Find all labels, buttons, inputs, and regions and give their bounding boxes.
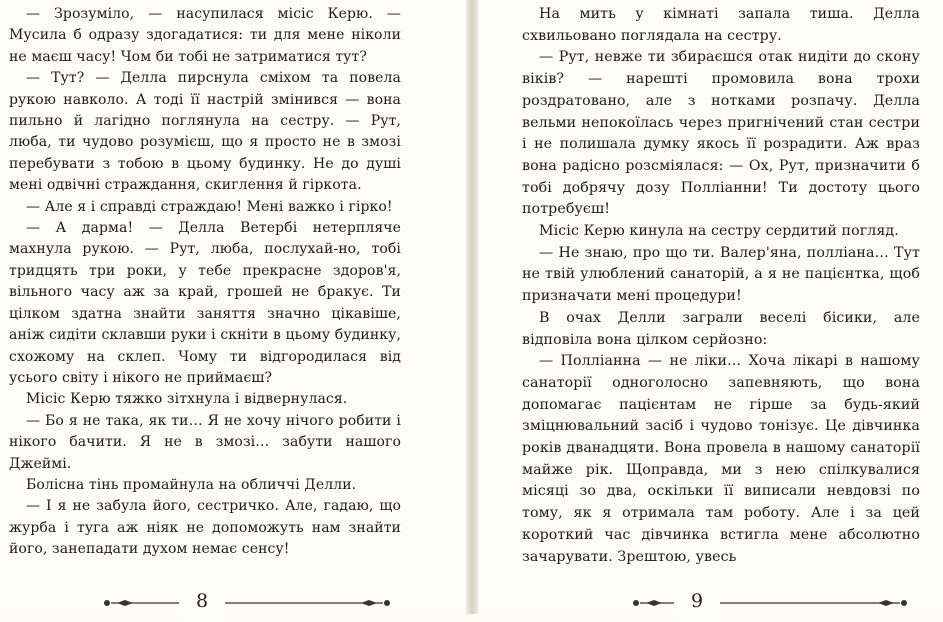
page-number: 9 xyxy=(674,584,720,622)
paragraph: — Не знаю, про що ти. Валер'яна, полліана… Тут не твій улюблений санаторій, а я не пацієнтка, щоб призначати мені процедури! xyxy=(522,244,920,305)
right-page xyxy=(478,0,943,614)
paragraph: Місіс Керю тяжко зітхнула і відвернулася. xyxy=(26,391,348,408)
page-footer xyxy=(97,578,397,618)
paragraph: Болісна тінь промайнула на обличчі Делли. xyxy=(26,476,357,493)
paragraph: — Полліанна — не ліки… Хоча лікарі в нашому санаторії одноголосно запевняють, що вона допомагає пацієнтам не гірше за будь-який зміцнювальний засіб і чудово тонізує. Це дівчинка років дванадцяти. Вона провела в нашому санаторії майже рік. Щоправда, ми з нею спілкувалися місяці зо два, оскільки її виписали невдовзі по тому, як я отримала там роботу. Але і за цей короткий час дівчинка встигла мене абсолютно зачарувати. Зрештою, увесь xyxy=(522,353,920,565)
left-page xyxy=(0,0,466,614)
paragraph: — Тут? — Делла пирснула сміхом та повела рукою навколо. А тоді її настрій змінився — вона пильно й лагідно поглянула на сестру. — Рут, люба, ти чудово розумієш, що я просто не в змозі перебувати з тобою в цьому будинку. Не до душі мені одвічні страждання, скиглення й гіркота. xyxy=(9,70,401,194)
paragraph: — А дарма! — Делла Ветербі нетерпляче махнула рукою. — Рут, люба, послухай-но, тобі тридцять три роки, у тебе прекрасне здоров'я, вільного часу аж за край, грошей не бракує. Ти цілком здатна знайти заняття значно цікавіше, аніж сидіти склавши руки і скніти в цьому будинку, схожому на склеп. Чому ти відгородилася від усього світу і нікого не приймаєш? xyxy=(9,220,401,386)
footer-ornament xyxy=(97,599,397,607)
right-page-text xyxy=(522,4,920,568)
footer-ornament xyxy=(626,599,914,607)
paragraph: — Зрозуміло, — насупилася місіс Керю. — Мусила б одразу здогадатися: ти для мене ніколи не маєш часу! Чом би тобі не затриматися тут? xyxy=(9,6,401,65)
paragraph: — Але я і справді страждаю! Мені важко і гірко! xyxy=(26,198,393,215)
paragraph: — І я не забула його, сестричко. Але, гадаю, що журба і туга аж ніяк не допоможуть нам знайти його, занепадати духом немає сенсу! xyxy=(9,498,401,558)
page-footer xyxy=(626,578,914,618)
paragraph: Місіс Керю кинула на сестру сердитий погляд. xyxy=(539,223,899,240)
ornament-line-icon xyxy=(97,599,397,607)
left-page-text xyxy=(9,4,401,561)
book-gutter xyxy=(466,0,478,614)
paragraph: В очах Делли заграли веселі бісики, але відповіла вона цілком серйозно: xyxy=(522,309,920,348)
page-number: 8 xyxy=(179,584,225,622)
paragraph: На мить у кімнаті запала тиша. Делла схвильовано поглядала на сестру. xyxy=(522,6,920,44)
paragraph: — Рут, невже ти збираєшся отак нидіти до скону віків? — нарешті промовила вона трохи роздратовано, але з нотками розпачу. Делла вельми непокоїлась через пригнічений стан сестри і не полишала думку якось її розрадити. Аж враз вона радісно розсміялася: — Ох, Рут, призначити б тобі добрячу дозу Полліанни! Ти достоту цього потребуєш! xyxy=(522,49,920,218)
paragraph: — Бо я не така, як ти… Я не хочу нічого робити і нікого бачити. Я не в змозі… забути нашого Джеймі. xyxy=(9,412,401,472)
ornament-line-icon xyxy=(626,599,914,607)
